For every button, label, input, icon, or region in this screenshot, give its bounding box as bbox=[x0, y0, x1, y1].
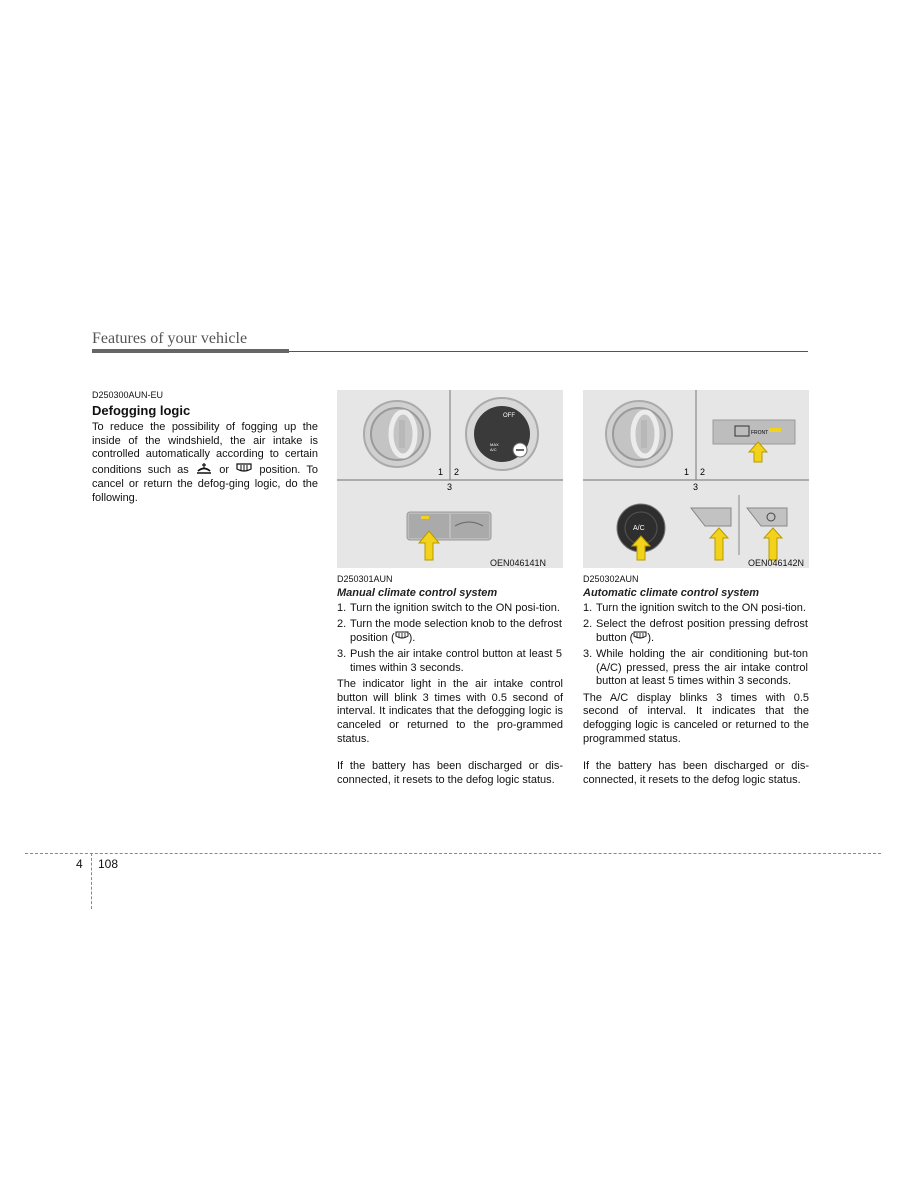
step-item: 1. Turn the ignition switch to the ON posi-tion. bbox=[337, 602, 560, 614]
knob-max-label: MAX bbox=[490, 442, 499, 447]
intro-text-1: To reduce the possibility of fogging up the inside of the windshield, the air intake is controlled automatically according to certain conditions such as bbox=[92, 421, 318, 476]
manual-steps bbox=[337, 602, 563, 787]
intro-or: or bbox=[219, 463, 229, 476]
manual-heading: Manual climate control system bbox=[337, 587, 498, 599]
air-intake-button-illustration bbox=[407, 512, 491, 540]
defrost-icon bbox=[395, 631, 409, 646]
callout-1: 1 bbox=[438, 467, 444, 477]
page-header-title: Features of your vehicle bbox=[92, 330, 248, 347]
step-item: 2. Select the defrost position pressing defrost button ( ). bbox=[583, 617, 808, 645]
defrost-icon bbox=[633, 631, 647, 646]
callout-2: 2 bbox=[700, 467, 706, 477]
step-item: 3. While holding the air conditioning but-ton (A/C) pressed, press the air intake control button at least 5 times within 3 seconds. bbox=[583, 647, 808, 688]
ignition-switch-illustration bbox=[364, 401, 430, 467]
auto-battery-note: If the battery has been discharged or dis-connected, it resets to the defog logic status. bbox=[583, 760, 809, 786]
figure-automatic-controls bbox=[583, 390, 809, 568]
manual-battery-note: If the battery has been discharged or dis-connected, it resets to the defog logic status. bbox=[337, 760, 563, 786]
figure-caption: OEN046141N bbox=[490, 558, 547, 568]
intro-paragraph bbox=[92, 421, 318, 506]
ac-label: A/C bbox=[633, 525, 645, 532]
defrost-icon bbox=[235, 462, 253, 479]
auto-paragraph: The A/C display blinks 3 times with 0.5 second of interval. It indicates that the defogging logic is canceled or returned to the programmed status. bbox=[583, 691, 809, 745]
section-code: D250301AUN bbox=[337, 574, 393, 584]
mode-knob-illustration bbox=[466, 398, 538, 470]
callout-1: 1 bbox=[684, 467, 690, 477]
figure-caption: OEN046142N bbox=[748, 558, 805, 568]
footer-vertical-divider bbox=[91, 853, 92, 909]
step-item: 2. Turn the mode selection knob to the defrost position ( ). bbox=[337, 617, 562, 645]
step-item: 3. Push the air intake control button at least 5 times within 3 seconds. bbox=[337, 647, 562, 674]
front-label: FRONT bbox=[751, 430, 769, 436]
callout-2: 2 bbox=[454, 467, 460, 477]
floor-defrost-mode-icon bbox=[195, 462, 213, 479]
section-code: D250302AUN bbox=[583, 574, 639, 584]
intro-text-2: position. To cancel or return the defog-ging logic, do the following. bbox=[92, 463, 318, 504]
step-item: 1. Turn the ignition switch to the ON posi-tion. bbox=[583, 602, 806, 614]
knob-ac-label: A/C bbox=[490, 447, 497, 452]
chapter-number: 4 bbox=[76, 857, 83, 871]
auto-steps bbox=[583, 602, 809, 787]
footer-divider bbox=[25, 853, 881, 854]
section-heading: Defogging logic bbox=[92, 403, 191, 418]
callout-3: 3 bbox=[447, 482, 453, 492]
callout-3: 3 bbox=[693, 482, 699, 492]
ignition-switch-illustration bbox=[606, 401, 672, 467]
section-code: D250300AUN-EU bbox=[92, 390, 164, 400]
header-rule-accent bbox=[92, 349, 289, 353]
knob-off-label: OFF bbox=[503, 413, 515, 419]
auto-heading: Automatic climate control system bbox=[583, 587, 760, 599]
page-number: 108 bbox=[98, 857, 119, 871]
manual-paragraph: The indicator light in the air intake control button will blink 3 times with 0.5 second of interval. It indicates that the defogging logic is canceled or returned to the pro-grammed status. bbox=[337, 678, 563, 745]
figure-manual-controls bbox=[337, 390, 563, 568]
